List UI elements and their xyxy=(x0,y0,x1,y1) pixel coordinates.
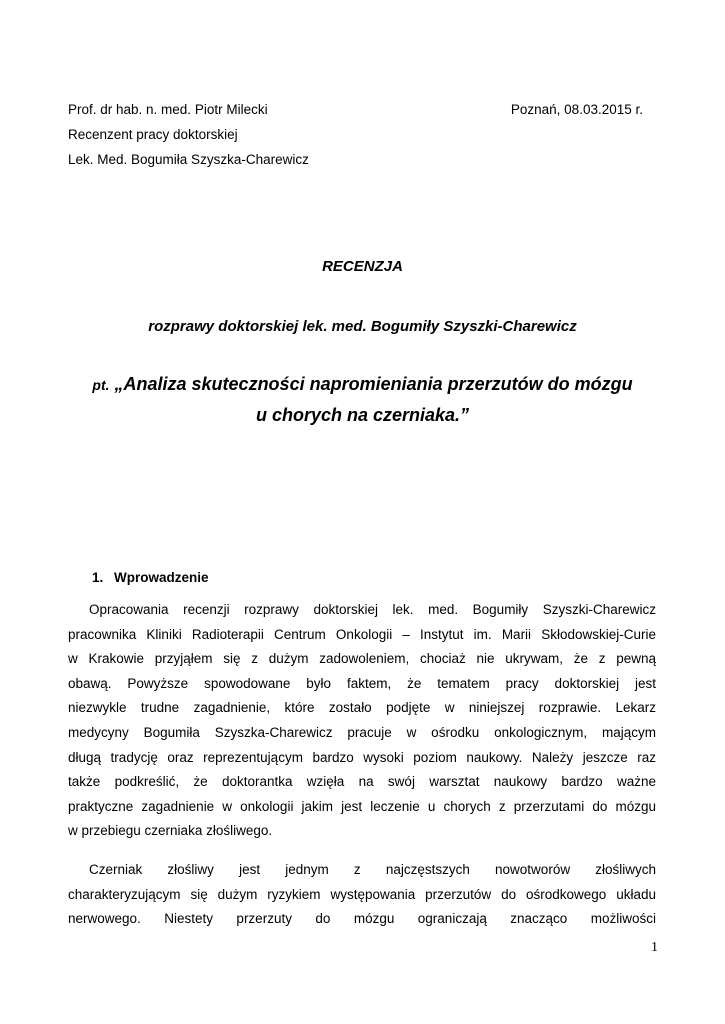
topic-line-1 xyxy=(0,374,725,395)
paragraph-line: praktyczne zagadnienie w onkologii jakim jest leczenie u chorych z przerzutami do mózgu xyxy=(68,798,656,814)
paragraph-melanoma xyxy=(68,858,656,932)
author-line: Prof. dr hab. n. med. Piotr Milecki xyxy=(68,102,268,117)
paragraph-line: pracownika Kliniki Radioterapii Centrum Onkologii – Instytut im. Marii Skłodowskiej-Curie xyxy=(68,626,656,642)
paragraph-line: w Krakowie przyjąłem się z dużym zadowoleniem, chociaż nie ukrywam, że z pewną xyxy=(68,651,656,667)
topic-prefix: pt. xyxy=(92,377,110,393)
paragraph-line: długą tradycję oraz reprezentującym bardzo wysoki poziom naukowy. Należy jeszcze raz xyxy=(68,749,656,765)
topic-line-2: u chorych na czerniaka.” xyxy=(255,405,470,425)
place-date: Poznań, 08.03.2015 r. xyxy=(510,102,643,117)
section-heading xyxy=(92,570,209,585)
page-number: 1 xyxy=(651,940,658,955)
paragraph-line: Czerniak złośliwy jest jednym z najczęstszych nowotworów złośliwych xyxy=(89,862,656,877)
paragraph-introduction xyxy=(68,598,656,844)
paragraph-line: niezwykle trudne zagadnienie, które zostało podjęte w niniejszej rozprawie. Lekarz xyxy=(68,700,656,716)
section-title: Wprowadzenie xyxy=(114,570,209,585)
reviewer-role-line: Recenzent pracy doktorskiej xyxy=(68,127,238,142)
paragraph-line: medycyny Bogumiła Szyszka-Charewicz pracuje w ośrodku onkologicznym, mającym xyxy=(68,724,656,740)
topic-line-1-text: „Analiza skuteczności napromieniania przerzutów do mózgu xyxy=(114,374,633,394)
document-subtitle: rozprawy doktorskiej lek. med. Bogumiły Szyszki-Charewicz xyxy=(148,318,577,335)
document-title: RECENZJA xyxy=(322,258,403,275)
paragraph-line: nerwowego. Niestety przerzuty do mózgu ograniczają znacząco możliwości xyxy=(68,911,656,927)
paragraph-line: obawą. Powyższe spowodowane było faktem, że tematem pracy doktorskiej jest xyxy=(68,675,656,691)
paragraph-line: Opracowania recenzji rozprawy doktorskiej lek. med. Bogumiły Szyszki-Charewicz xyxy=(89,602,656,617)
paragraph-line: charakteryzującym się dużym ryzykiem występowania przerzutów do ośrodkowego układu xyxy=(68,886,656,902)
paragraph-line: także podkreślić, że doktorantka wzięła na swój warsztat naukowy bardzo ważne xyxy=(68,774,656,790)
candidate-line: Lek. Med. Bogumiła Szyszka-Charewicz xyxy=(68,152,309,167)
paragraph-line: w przebiegu czerniaka złośliwego. xyxy=(68,823,273,839)
section-number: 1. xyxy=(92,570,104,585)
